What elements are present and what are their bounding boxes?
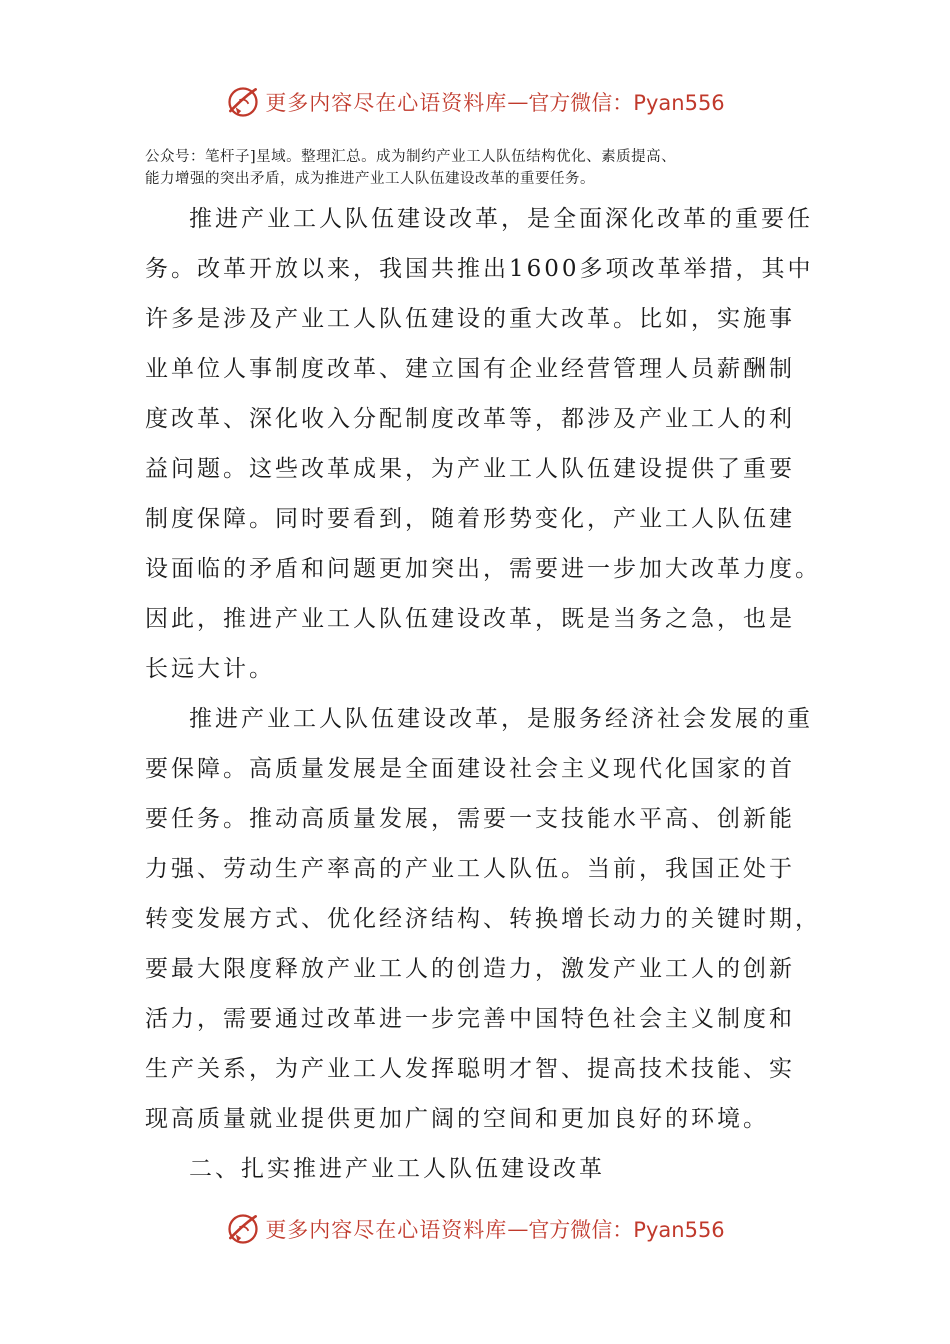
paragraph-line: 要保障。高质量发展是全面建设社会主义现代化国家的首 <box>145 756 795 782</box>
paragraph-line: 推进产业工人队伍建设改革，是全面深化改革的重要任 <box>189 206 813 232</box>
pen-seal-logo-icon <box>225 84 261 120</box>
paragraph-line: 推进产业工人队伍建设改革，是服务经济社会发展的重 <box>189 706 813 732</box>
banner-text: 更多内容尽在心语资料库 <box>265 91 508 115</box>
paragraph-line: 力强、劳动生产率高的产业工人队伍。当前，我国正处于 <box>145 856 795 882</box>
paragraph-line: 业单位人事制度改革、建立国有企业经营管理人员薪酬制 <box>145 356 795 382</box>
paragraph-line: 许多是涉及产业工人队伍建设的重大改革。比如，实施事 <box>145 306 795 332</box>
watermark-banner-bottom <box>0 1209 950 1249</box>
banner-account: 官方微信：Pyan556 <box>528 1218 725 1242</box>
banner-text: 更多内容尽在心语资料库 <box>265 1218 508 1242</box>
paragraph-line: 转变发展方式、优化经济结构、转换增长动力的关键时期， <box>145 906 821 932</box>
paragraph-line: 现高质量就业提供更加广阔的空间和更加良好的环境。 <box>145 1106 769 1132</box>
banner-separator: — <box>507 90 529 114</box>
paragraph-line: 度改革、深化收入分配制度改革等，都涉及产业工人的利 <box>145 406 795 432</box>
paragraph-line: 制度保障。同时要看到，随着形势变化，产业工人队伍建 <box>145 506 795 532</box>
pen-seal-logo-icon <box>225 1211 261 1247</box>
paragraph-line: 要最大限度释放产业工人的创造力，激发产业工人的创新 <box>145 956 795 982</box>
banner-account: 官方微信：Pyan556 <box>528 91 725 115</box>
header-note <box>145 146 815 190</box>
paragraph-line: 长远大计。 <box>145 656 275 682</box>
paragraph-line: 益问题。这些改革成果，为产业工人队伍建设提供了重要 <box>145 456 795 482</box>
paragraph-line: 要任务。推动高质量发展，需要一支技能水平高、创新能 <box>145 806 795 832</box>
paragraph-line: 务。改革开放以来，我国共推出1600多项改革举措，其中 <box>145 256 814 282</box>
paragraph-line: 因此，推进产业工人队伍建设改革，既是当务之急，也是 <box>145 606 795 632</box>
watermark-banner-top <box>0 82 950 122</box>
paragraph-line: 生产关系，为产业工人发挥聪明才智、提高技术技能、实 <box>145 1056 795 1082</box>
header-note-line: 公众号：笔杆子]星域。整理汇总。成为制约产业工人队伍结构优化、素质提高、 <box>145 149 677 165</box>
paragraph-line: 设面临的矛盾和问题更加突出，需要进一步加大改革力度。 <box>145 556 821 582</box>
paragraph-line: 活力，需要通过改革进一步完善中国特色社会主义制度和 <box>145 1006 795 1032</box>
section-heading: 二、扎实推进产业工人队伍建设改革 <box>189 1156 605 1182</box>
banner-separator: — <box>507 1217 529 1241</box>
header-note-line: 能力增强的突出矛盾，成为推进产业工人队伍建设改革的重要任务。 <box>145 171 595 187</box>
